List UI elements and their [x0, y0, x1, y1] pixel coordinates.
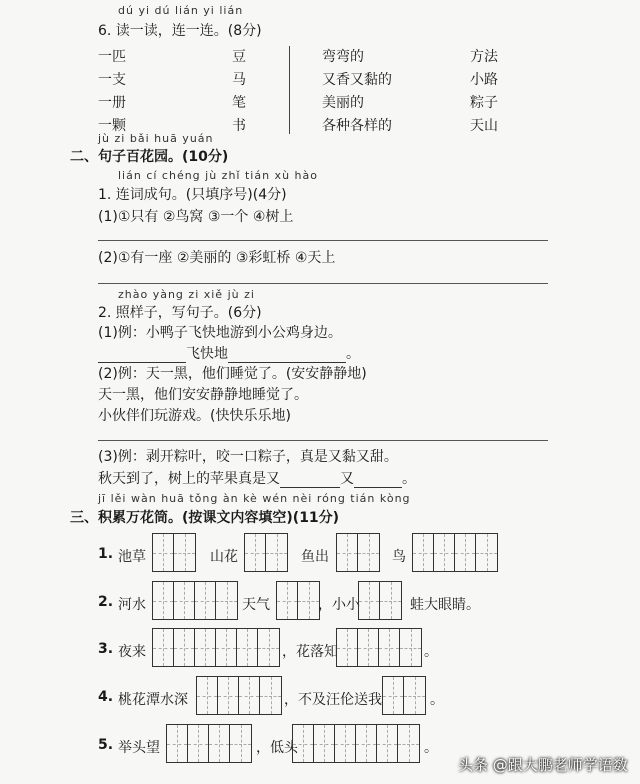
- r2-b: 天气: [242, 597, 270, 613]
- writing-grid[interactable]: [152, 628, 280, 667]
- q6-right1-1: 又香又黏的: [322, 72, 392, 88]
- writing-grid[interactable]: [166, 724, 252, 763]
- q6-left1-1: 一支: [98, 72, 126, 88]
- r2-a: 河水: [118, 597, 146, 613]
- sec2-q1-pinyin: lián cí chéng jù zhǐ tián xù hào: [118, 169, 318, 182]
- r3-b: ，花落知: [282, 644, 338, 660]
- sec3-title: 三、积累万花筒。(按课文内容填空)(11分): [70, 510, 340, 526]
- r2-d: 蛙大眼睛。: [410, 597, 480, 613]
- blank[interactable]: [228, 348, 346, 363]
- q6-left2-3: 书: [232, 118, 246, 134]
- q6-left2-1: 马: [232, 72, 246, 88]
- q6-right2-1: 小路: [470, 72, 498, 88]
- answer-line[interactable]: [98, 283, 548, 284]
- r3-a: 夜来: [118, 644, 146, 660]
- q6-pinyin: dú yi dú lián yi lián: [118, 4, 244, 17]
- sec2-q1-title: 1. 连词成句。(只填序号)(4分): [98, 187, 287, 203]
- sec2-q1-line2: (2)①有一座 ②美丽的 ③彩虹桥 ④天上: [98, 250, 336, 266]
- r5-b: ，低头: [256, 740, 298, 756]
- sec2-q2-pinyin: zhào yàng zi xiě jù zi: [118, 288, 255, 301]
- blank[interactable]: [354, 473, 402, 488]
- sec2-q2-ex2b: 天一黑，他们安安静静地睡觉了。: [98, 387, 308, 403]
- ex1-mid: 飞快地: [186, 346, 228, 362]
- q6-right2-2: 粽子: [470, 95, 498, 111]
- r1-c: 鱼出: [301, 549, 329, 565]
- q6-title: 6. 读一读，连一连。(8分): [98, 23, 262, 39]
- ex3b-pre: 秋天到了，树上的苹果真是又: [98, 471, 280, 487]
- r5-num: 5.: [98, 737, 114, 753]
- writing-grid[interactable]: [244, 533, 288, 572]
- sec2-q2-ex1-answer: [98, 343, 360, 363]
- writing-grid[interactable]: [152, 581, 238, 620]
- r4-num: 4.: [98, 689, 114, 705]
- q6-left2-0: 豆: [232, 49, 246, 65]
- sec2-q2-ex3a: (3)例：剥开粽叶，咬一口粽子，真是又黏又甜。: [98, 449, 398, 465]
- writing-grid[interactable]: [336, 533, 380, 572]
- r4-b: ，不及汪伦送我: [284, 692, 382, 708]
- writing-grid[interactable]: [292, 724, 420, 763]
- period: 。: [402, 471, 416, 487]
- sec2-q2-ex1: (1)例：小鸭子飞快地游到小公鸡身边。: [98, 325, 342, 341]
- q6-right2-3: 天山: [470, 118, 498, 134]
- answer-line[interactable]: [98, 240, 548, 241]
- blank[interactable]: [280, 473, 340, 488]
- sec2-q2-ex2c: 小伙伴们玩游戏。(快快乐乐地): [98, 408, 291, 424]
- r2-c: ，小小: [318, 597, 360, 613]
- q6-right2-0: 方法: [470, 49, 498, 65]
- r3-num: 3.: [98, 641, 114, 657]
- r1-num: 1.: [98, 546, 114, 562]
- q6-left2-2: 笔: [232, 95, 246, 111]
- q6-left1-0: 一匹: [98, 49, 126, 65]
- r4-c: 。: [430, 692, 444, 708]
- r1-b: 山花: [210, 549, 238, 565]
- sec2-q2-ex2a: (2)例：天一黑，他们睡觉了。(安安静静地): [98, 366, 367, 382]
- r2-num: 2.: [98, 594, 114, 610]
- writing-grid[interactable]: [358, 581, 402, 620]
- sec2-q1-line1: (1)①只有 ②鸟窝 ③一个 ④树上: [98, 209, 294, 225]
- answer-line[interactable]: [98, 440, 548, 441]
- writing-grid[interactable]: [382, 676, 426, 715]
- watermark: 头条 @跟大鹏老师学语数: [458, 756, 628, 774]
- q6-left1-2: 一册: [98, 95, 126, 111]
- r5-a: 举头望: [118, 740, 160, 756]
- sec3-pinyin: jī lěi wàn huā tǒng àn kè wén nèi róng tián kòng: [98, 492, 411, 505]
- period: 。: [346, 346, 360, 362]
- q6-divider: [289, 46, 290, 134]
- writing-grid[interactable]: [152, 533, 196, 572]
- sec2-title: 二、句子百花园。(10分): [70, 149, 229, 165]
- r5-c: 。: [424, 740, 438, 756]
- q6-right1-0: 弯弯的: [322, 49, 364, 65]
- q6-right1-2: 美丽的: [322, 95, 364, 111]
- q6-right1-3: 各种各样的: [322, 118, 392, 134]
- blank[interactable]: [98, 348, 186, 363]
- sec2-pinyin: jù zi bǎi huā yuán: [98, 132, 214, 145]
- r4-a: 桃花潭水深: [118, 692, 188, 708]
- ex3b-mid: 又: [340, 471, 354, 487]
- r3-c: 。: [424, 644, 438, 660]
- r1-d: 鸟: [392, 549, 406, 565]
- sec2-q2-title: 2. 照样子，写句子。(6分): [98, 305, 262, 321]
- writing-grid[interactable]: [196, 676, 282, 715]
- sec2-q2-ex3b: [98, 468, 416, 488]
- writing-grid[interactable]: [276, 581, 320, 620]
- q6-left1-3: 一颗: [98, 118, 126, 134]
- r1-a: 池草: [118, 549, 146, 565]
- writing-grid[interactable]: [336, 628, 422, 667]
- writing-grid[interactable]: [412, 533, 498, 572]
